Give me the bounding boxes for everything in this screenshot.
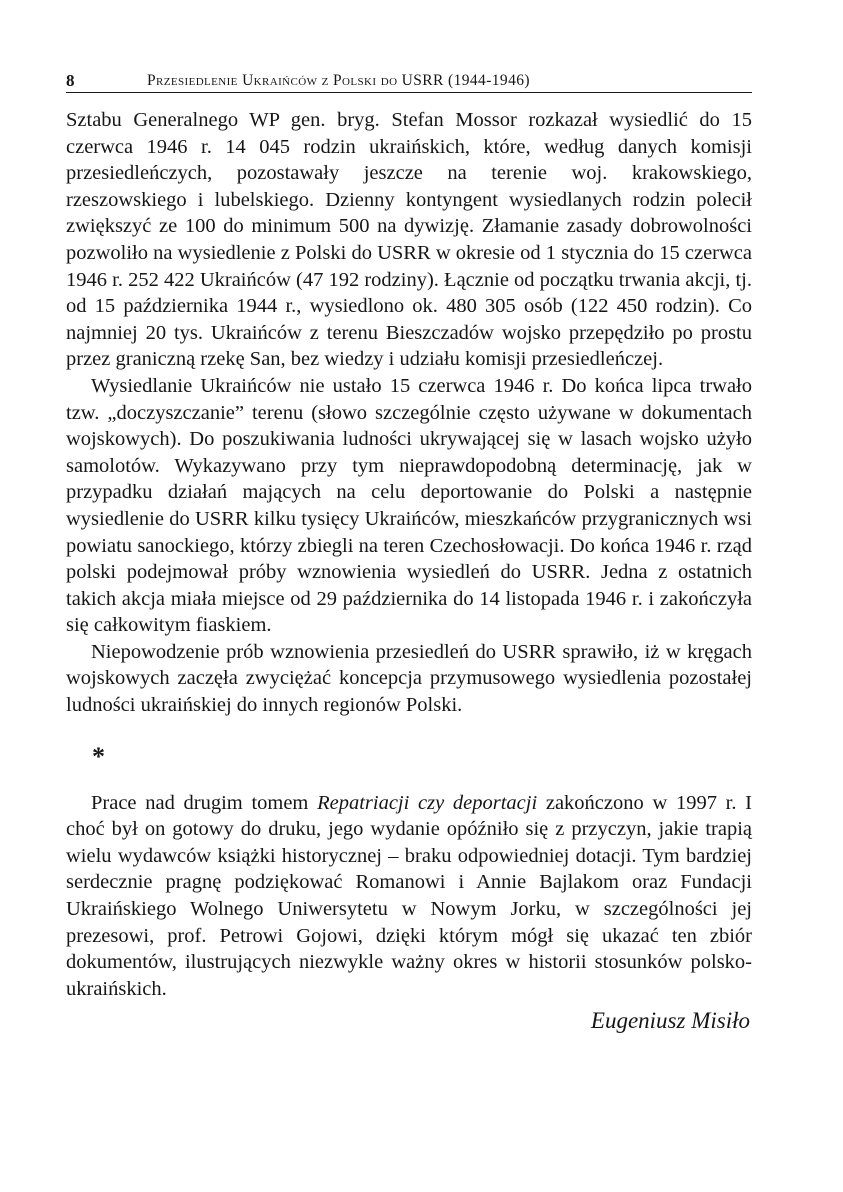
running-header (66, 70, 752, 93)
book-page (66, 70, 752, 1035)
author-signature: Eugeniusz Misiło (590, 1008, 750, 1034)
paragraph-1: Sztabu Generalnego WP gen. bryg. Stefan Mossor rozkazał wysiedlić do 15 czerwca 1946 r. 14 045 rodzin ukraińskich, które, według danych komisji przesiedleńczych, pozostawały jeszcze na terenie woj. krakowskiego, rzeszowskiego i lubelskiego. Dzienny kontyngent wysiedlanych rodzin polecił zwiększyć ze 100 do minimum 500 na dywizję. Złamanie zasady dobrowolności pozwoliło na wysiedlenie z Polski do USRR w okresie od 1 stycznia do 15 czerwca 1946 r. 252 422 Ukraińców (47 192 rodziny). Łącznie od początku trwania akcji, tj. od 15 października 1944 r., wysiedlono ok. 480 305 osób (122 450 rodzin). Co najmniej 20 tys. Ukraińców z terenu Bieszczadów wojsko przepędziło po prostu przez graniczną rzekę San, bez wiedzy i udziału komisji przesiedleńczej. (66, 109, 752, 371)
page-number: 8 (66, 71, 75, 90)
paragraph-2: Wysiedlanie Ukraińców nie ustało 15 czerwca 1946 r. Do końca lipca trwało tzw. „doczyszczanie” terenu (słowo szczególnie często używane w dokumentach wojskowych). Do poszukiwania ludności ukrywającej się w lasach wojsko użyło samolotów. Wykazywano przy tym nieprawdopodobną determinację, jak w przypadku działań mających na celu deportowanie do Polski a następnie wysiedlenie do USRR kilku tysięcy Ukraińców, mieszkańców przygranicznych wsi powiatu sanockiego, którzy zbiegli na teren Czechosłowacji. Do końca 1946 r. rząd polski podejmował próby wznowienia wysiedleń do USRR. Jedna z ostatnich takich akcja miała miejsce od 29 października do 14 listopada 1946 r. i zakończyła się całkowitym fiaskiem. (66, 374, 752, 637)
running-title: Przesiedlenie Ukraińców z Polski do USRR (1944-1946) (147, 72, 530, 89)
section-separator: * (92, 741, 105, 771)
body-text (66, 107, 752, 1035)
paragraph-4 (66, 790, 752, 1003)
paragraph-4-start: Prace nad drugim tomem (91, 791, 318, 814)
paragraph-4-rest: zakończono w 1997 r. I choć był on gotowy do druku, jego wydanie opóźniło się z przyczyn, jakie trapią wielu wydawców książki historycznej – braku odpowiedniej dotacji. Tym bardziej serdecznie pragnę podziękować Romanowi i Annie Bajlakom oraz Fundacji Ukraińskiego Wolnego Uniwersytetu w Nowym Jorku, w szczególności jej prezesowi, prof. Petrowi Gojowi, dzięki którym mógł się ukazać ten zbiór dokumentów, ilustrujących niezwykle ważny okres w historii stosunków polsko-ukraińskich. (66, 791, 752, 1000)
book-title: Repatriacji czy deportacji (317, 791, 538, 814)
paragraph-3: Niepowodzenie prób wznowienia przesiedleń do USRR sprawiło, iż w kręgach wojskowych zaczęła zwyciężać koncepcja przymusowego wysiedlenia pozostałej ludności ukraińskiej do innych regionów Polski. (66, 640, 752, 717)
